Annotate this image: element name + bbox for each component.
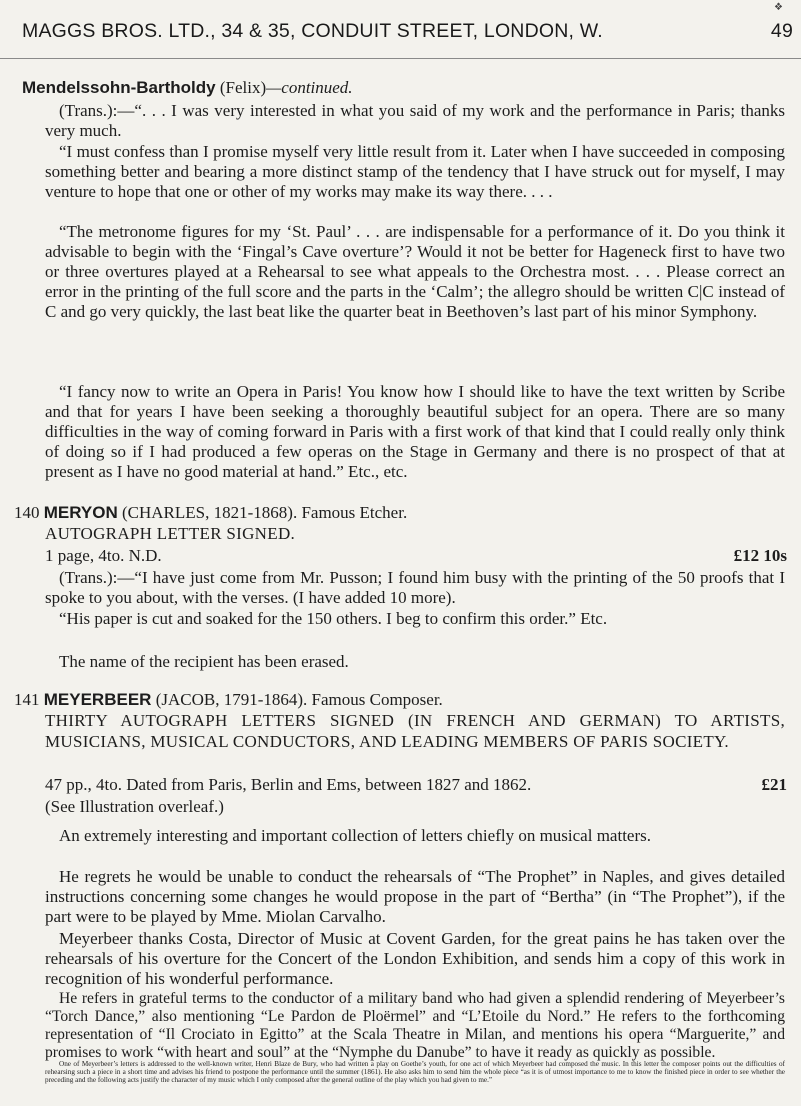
author-details: (JACOB, 1791-1864). Famous Composer. xyxy=(155,690,443,709)
continued-note: —continued. xyxy=(266,78,353,97)
lot-description: AUTOGRAPH LETTER SIGNED. xyxy=(45,524,296,543)
paragraph: (Trans.):—“. . . I was very interested in what you said of my work and the performance in Paris; thanks very much. xyxy=(45,101,785,140)
illustration-note: (See Illustration overleaf.) xyxy=(45,797,224,816)
paragraph: He refers in grateful terms to the conductor of a military band who had given a splendid rendering of Meyerbeer’s “Torch Dance,” also mentioning “Le Pardon de Ploërmel” and “L’Etoile du Nord.” He refers to the forthcoming representation of “Il Crociato in Egitto” at the Scala Theatre in Milan, and mentions his opera “Marguerite,” and promises to work “with heart and soul” at the “Nymphe du Danube” to have it ready as quickly as possible. xyxy=(45,990,785,1061)
paragraph: One of Meyerbeer’s letters is addressed to the well-known writer, Henri Blaze de Bury, who had written a play on Goethe’s youth, for one act of which Meyerbeer had composed the music. In this letter the composer points out the difficulties of rehearsing such a piece in a short time and advises his friend to postpone the performance until the summer (1861). He also asks him to send him the whole piece “as it is of utmost importance to me to know the finished piece in order to see whether the preceding and the following acts justify the character of my music which I only composed after the general outline of the play which you had given to me.” xyxy=(45,1060,785,1085)
running-header xyxy=(22,20,793,43)
paragraph: An extremely interesting and important collection of letters chiefly on musical matters. xyxy=(59,826,651,845)
paragraph: “I must confess than I promise myself very little result from it. Later when I have succeeded in composing something better and bearing a more distinct stamp of the tendency that I have struck out for myself, I may venture to hope that one or other of my works may make its way there. . . . xyxy=(45,142,785,201)
author-details: (Felix) xyxy=(219,78,267,97)
entry-heading-mendelssohn xyxy=(22,78,353,98)
lot-heading-141 xyxy=(14,690,443,710)
author-details: (CHARLES, 1821-1868). Famous Etcher. xyxy=(122,503,408,522)
lot-price: £21 xyxy=(761,775,787,794)
paragraph: Meyerbeer thanks Costa, Director of Music at Covent Garden, for the great pains he has taken over the rehearsals of his overture for the Concert of the London Exhibition, and sends him a copy of this work in recognition of his wonderful performance. xyxy=(45,929,785,988)
paragraph: He regrets he would be unable to conduct the rehearsals of “The Prophet” in Naples, and gives detailed instructions concerning some changes he would propose in the part of “Bertha” (in “The Prophet”), if the part were to be played by Mme. Miolan Carvalho. xyxy=(45,867,785,926)
author-name: MEYERBEER xyxy=(43,690,152,709)
author-name: Mendelssohn-Bartholdy xyxy=(22,78,216,97)
paragraph: “His paper is cut and soaked for the 150 others. I beg to confirm this order.” Etc. xyxy=(59,609,608,628)
paragraph: “I fancy now to write an Opera in Paris! You know how I should like to have the text written by Scribe and that for years I have been seeking a thoroughly beautiful subject for an opera. There are so many difficulties in the way of coming forward in Paris with a first work of that kind that I could really only think of doing so if I had produced a few operas on the Stage in Germany and there is no prospect of that at present as I have no good material at hand.” Etc., etc. xyxy=(45,382,785,481)
lot-number: 141 xyxy=(14,690,40,709)
lot-number: 140 xyxy=(14,503,40,522)
dealer-address: MAGGS BROS. LTD., 34 & 35, CONDUIT STREET, LONDON, W. xyxy=(22,20,603,42)
lot-format: 1 page, 4to. N.D. xyxy=(45,546,162,565)
ornament-icon: ❖ xyxy=(774,2,783,13)
paragraph: The name of the recipient has been erased. xyxy=(59,652,349,671)
lot-description: THIRTY AUTOGRAPH LETTERS SIGNED (IN FRENCH AND GERMAN) TO ARTISTS, MUSICIANS, MUSICAL CONDUCTORS, AND LEADING MEMBERS OF PARIS SOCIETY. xyxy=(45,711,785,751)
lot-heading-140 xyxy=(14,503,407,523)
header-rule xyxy=(0,58,801,59)
lot-price: £12 10s xyxy=(733,546,787,565)
page-number: 49 xyxy=(770,20,793,42)
paragraph: “The metronome figures for my ‘St. Paul’ . . . are indispensable for a performance of it. Do you think it advisable to begin with the ‘Fingal’s Cave overture’? Would it not be better for Hageneck first to have two or three overtures played at a Rehearsal to see what appeals to the Orchestra most. . . . Please correct an error in the printing of the full score and the parts in the ‘Calm’; the allegro should be written C|C instead of C and go very quickly, the last beat like the quarter beat in Beethoven’s last part of his minor Symphony. xyxy=(45,222,785,321)
author-name: MERYON xyxy=(43,503,118,522)
paragraph: (Trans.):—“I have just come from Mr. Pusson; I found him busy with the printing of the 50 proofs that I spoke to you about, with the verses. (I have added 10 more). xyxy=(45,568,785,607)
lot-format: 47 pp., 4to. Dated from Paris, Berlin and Ems, between 1827 and 1862. xyxy=(45,775,532,794)
